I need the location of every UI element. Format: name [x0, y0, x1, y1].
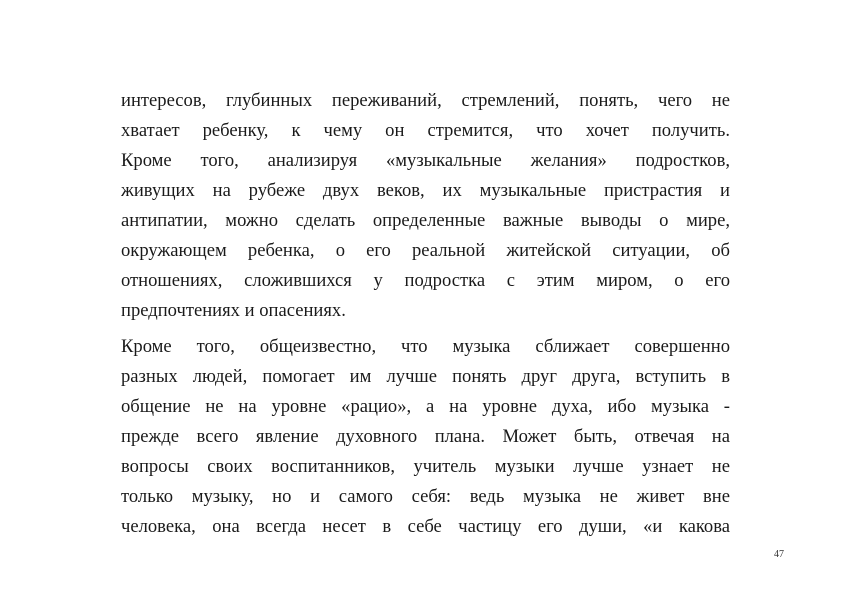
text-line: Кроме того, анализируя «музыкальные желания» подростков, [121, 150, 730, 171]
text-body [121, 86, 730, 542]
text-line: прежде всего явление духовного плана. Может быть, отвечая на [121, 426, 730, 447]
text-line: разных людей, помогает им лучше понять друг друга, вступить в [121, 366, 730, 387]
text-line: окружающем ребенка, о его реальной житейской ситуации, об [121, 240, 730, 261]
text-line: предпочтениях и опасениях. [121, 300, 346, 321]
text-line: Кроме того, общеизвестно, что музыка сближает совершенно [121, 336, 730, 357]
paragraph-1 [121, 86, 730, 326]
text-line: антипатии, можно сделать определенные важные выводы о мире, [121, 210, 730, 231]
page-number: 47 [774, 549, 784, 560]
text-line: хватает ребенку, к чему он стремится, что хочет получить. [121, 120, 730, 141]
text-line: только музыку, но и самого себя: ведь музыка не живет вне [121, 486, 730, 507]
text-line: вопросы своих воспитанников, учитель музыки лучше узнает не [121, 456, 730, 477]
text-line: человека, она всегда несет в себе частицу его души, «и какова [121, 516, 730, 537]
text-line: живущих на рубеже двух веков, их музыкальные пристрастия и [121, 180, 730, 201]
text-line: общение не на уровне «рацио», а на уровне духа, ибо музыка - [121, 396, 730, 417]
paragraph-2 [121, 332, 730, 542]
text-line: интересов, глубинных переживаний, стремлений, понять, чего не [121, 90, 730, 111]
text-line: отношениях, сложившихся у подростка с этим миром, о его [121, 270, 730, 291]
